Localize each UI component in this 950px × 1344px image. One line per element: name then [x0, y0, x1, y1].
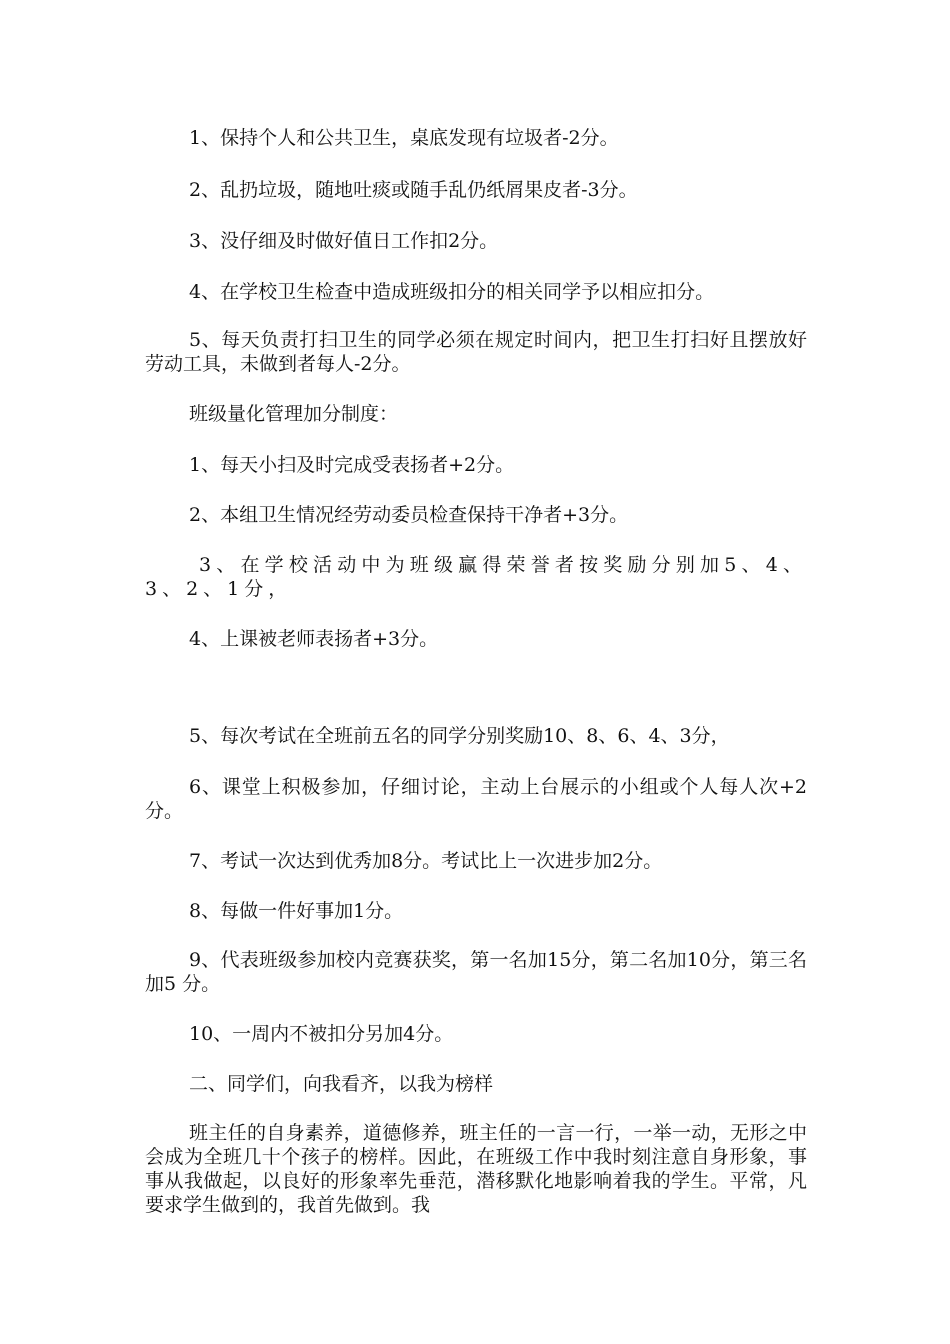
paragraph-body-text: 班主任的自身素养，道德修养，班主任的一言一行，一举一动，无形之中会成为全班几十个孩子的榜样。因此，在班级工作中我时刻注意自身形象，事事从我做起，以良好的形象率先垂范，潜移默化地影响着我的学生。平常，凡要求学生做到的，我首先做到。我 — [145, 1122, 807, 1216]
paragraph-hygiene-rule-1: 1、保持个人和公共卫生，桌底发现有垃圾者-2分。 — [189, 127, 619, 149]
paragraph-hygiene-rule-4: 4、在学校卫生检查中造成班级扣分的相关同学予以相应扣分。 — [189, 281, 715, 303]
paragraph-bonus-rule-1: 1、每天小扫及时完成受表扬者+2分。 — [189, 454, 515, 476]
paragraph-bonus-rule-3: 3、在学校活动中为班级赢得荣誉者按奖励分别加5、4、3、2、1分， — [145, 554, 807, 600]
paragraph-section-heading-2: 二、同学们，向我看齐，以我为榜样 — [189, 1073, 494, 1095]
paragraph-bonus-rule-4: 4、上课被老师表扬者+3分。 — [189, 628, 439, 650]
paragraph-hygiene-rule-3: 3、没仔细及时做好值日工作扣2分。 — [189, 230, 499, 252]
paragraph-hygiene-rule-2: 2、乱扔垃圾，随地吐痰或随手乱仍纸屑果皮者-3分。 — [189, 179, 638, 201]
paragraph-bonus-rule-8: 8、每做一件好事加1分。 — [189, 900, 404, 922]
paragraph-hygiene-rule-5: 5、每天负责打扫卫生的同学必须在规定时间内，把卫生打扫好且摆放好劳动工具，未做到者每人-2分。 — [145, 329, 807, 375]
paragraph-bonus-rule-7: 7、考试一次达到优秀加8分。考试比上一次进步加2分。 — [189, 850, 663, 872]
paragraph-bonus-heading: 班级量化管理加分制度： — [189, 403, 399, 425]
paragraph-bonus-rule-9: 9、代表班级参加校内竞赛获奖，第一名加15分，第二名加10分，第三名加5 分。 — [145, 949, 807, 995]
paragraph-bonus-rule-6: 6、课堂上积极参加，仔细讨论，主动上台展示的小组或个人每人次+2分。 — [145, 776, 807, 822]
paragraph-bonus-rule-2: 2、本组卫生情况经劳动委员检查保持干净者+3分。 — [189, 504, 629, 526]
paragraph-bonus-rule-10: 10、一周内不被扣分另加4分。 — [189, 1023, 454, 1045]
paragraph-bonus-rule-5: 5、每次考试在全班前五名的同学分别奖励10、8、6、4、3分， — [189, 725, 730, 747]
